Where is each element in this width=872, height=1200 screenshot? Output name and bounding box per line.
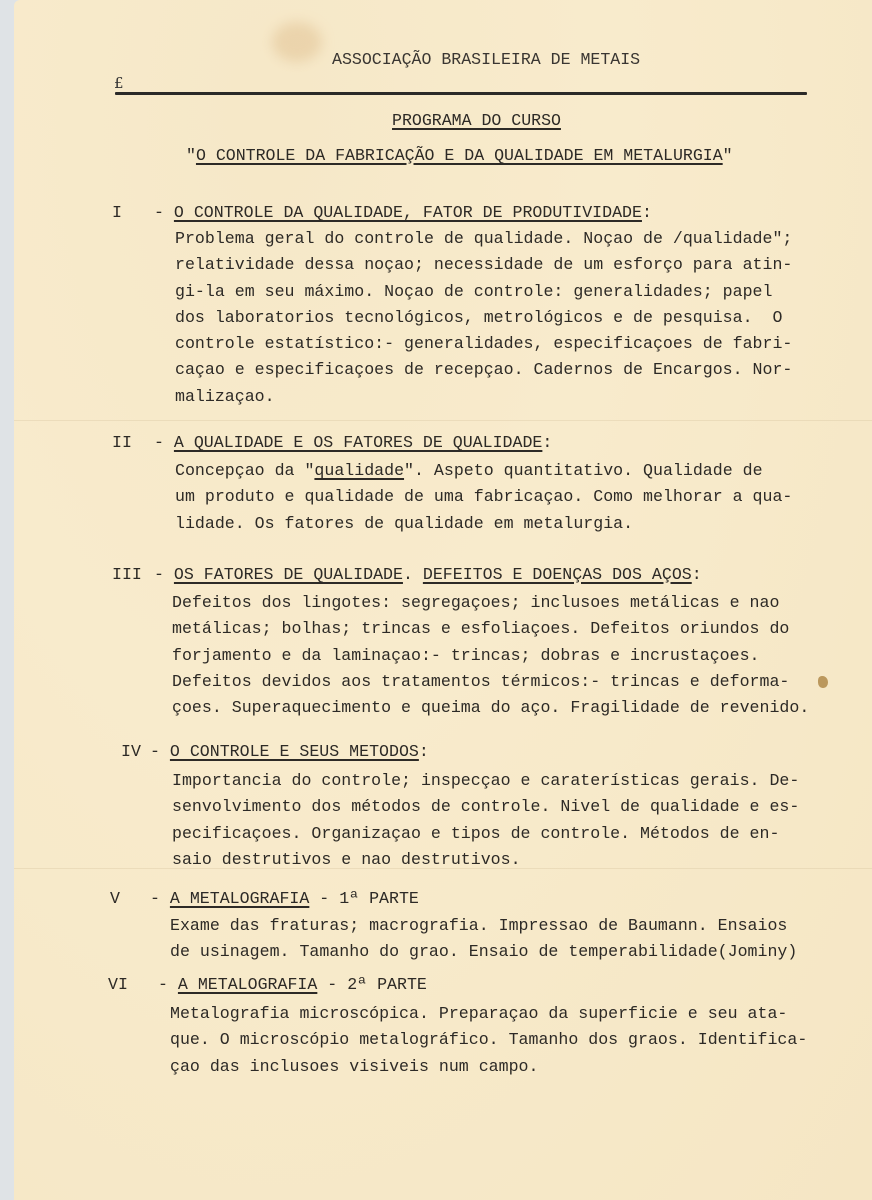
body-line: Defeitos dos lingotes: segregaçoes; inclusoes metálicas e nao	[172, 593, 780, 612]
heading-title: O CONTROLE DA QUALIDADE, FATOR DE PRODUTIVIDADE	[173, 203, 642, 222]
heading-suffix: :	[542, 433, 553, 452]
heading-title: A METALOGRAFIA	[177, 975, 318, 994]
body-line: metálicas; bolhas; trincas e esfoliaçoes. Defeitos oriundos do	[172, 619, 790, 639]
heading-suffix: - 2ª PARTE	[317, 975, 427, 994]
body-line: caçao e especificaçoes de recepçao. Cadernos de Encargos. Nor-	[175, 360, 793, 380]
heading-separator: .	[402, 565, 423, 584]
heading-suffix: :	[641, 203, 652, 222]
body-line: Defeitos devidos aos tratamentos térmicos:- trincas e deforma-	[172, 671, 790, 691]
heading-suffix: :	[691, 565, 702, 584]
body-line: um produto e qualidade de uma fabricaçao. Como melhorar a qua-	[175, 487, 793, 507]
section-numeral: II	[112, 433, 132, 452]
section-numeral: I	[112, 203, 122, 222]
heading-title-2: DEFEITOS E DOENÇAS DOS AÇOS	[422, 565, 692, 584]
section-heading	[154, 203, 652, 222]
heading-suffix: :	[418, 742, 429, 761]
heading-title: O CONTROLE E SEUS METODOS	[169, 742, 419, 761]
body-text: ". Aspeto quantitativo. Qualidade de	[404, 461, 763, 480]
body-line: lidade. Os fatores de qualidade em metalurgia.	[175, 513, 634, 533]
paper-fold	[14, 420, 872, 421]
body-line: pecificaçoes. Organizaçao e tipos de controle. Métodos de en-	[172, 823, 780, 843]
section-body	[175, 226, 792, 410]
section-body	[175, 458, 792, 537]
section-heading	[158, 975, 427, 994]
section-body	[170, 1001, 807, 1080]
heading-title: A METALOGRAFIA	[169, 889, 310, 908]
section-heading	[150, 742, 429, 761]
section-numeral: VI	[108, 975, 128, 994]
section-numeral: V	[110, 889, 120, 908]
section-body	[170, 913, 797, 966]
heading-dash: -	[158, 975, 178, 994]
body-line: Importancia do controle; inspecçao e caraterísticas gerais. De-	[172, 771, 800, 790]
organization-name: ASSOCIAÇÃO BRASILEIRA DE METAIS	[332, 50, 641, 69]
body-line: malizaçao.	[175, 386, 275, 406]
section-numeral: III	[112, 565, 142, 584]
heading-title: A QUALIDADE E OS FATORES DE QUALIDADE	[173, 433, 543, 452]
body-line: dos laboratorios tecnológicos, metrológicos e de pesquisa. O	[175, 307, 783, 327]
heading-dash: -	[154, 433, 174, 452]
pound-mark: £	[114, 74, 124, 92]
ink-stain	[818, 676, 828, 688]
body-line: çao das inclusoes visiveis num campo.	[170, 1056, 539, 1076]
section-numeral: IV	[121, 742, 141, 761]
body-line: Metalografia microscópica. Preparaçao da superficie e seu ata-	[170, 1004, 788, 1023]
section-body	[172, 768, 799, 873]
body-line: senvolvimento dos métodos de controle. Nivel de qualidade e es-	[172, 797, 800, 817]
body-line	[175, 458, 792, 484]
body-line: çoes. Superaquecimento e queima do aço. Fragilidade de revenido.	[172, 698, 810, 718]
body-line: Problema geral do controle de qualidade. Noçao de /qualidade";	[175, 229, 793, 248]
heading-dash: -	[154, 203, 174, 222]
section-body	[172, 590, 809, 721]
section-heading	[150, 889, 419, 908]
heading-dash: -	[154, 565, 174, 584]
body-line: relatividade dessa noçao; necessidade de um esforço para atin-	[175, 255, 793, 275]
body-underlined: qualidade	[314, 461, 405, 480]
quote-close: "	[722, 146, 733, 165]
section-heading	[154, 565, 702, 584]
section-heading	[154, 433, 552, 452]
body-line: gi-la em seu máximo. Noçao de controle: generalidades; papel	[175, 281, 773, 301]
body-text: Concepçao da "	[175, 461, 315, 480]
body-line: saio destrutivos e nao destrutivos.	[172, 849, 521, 869]
heading-suffix: - 1ª PARTE	[309, 889, 419, 908]
body-line: forjamento e da laminaçao:- trincas; dobras e incrustaçoes.	[172, 645, 760, 665]
program-title: PROGRAMA DO CURSO	[392, 111, 561, 130]
course-title-text: O CONTROLE DA FABRICAÇÃO E DA QUALIDADE EM METALURGIA	[195, 146, 723, 165]
course-title	[186, 146, 733, 165]
body-line: Exame das fraturas; macrografia. Impressao de Baumann. Ensaios	[170, 916, 788, 935]
heading-dash: -	[150, 742, 170, 761]
quote-open: "	[186, 146, 196, 165]
heading-dash: -	[150, 889, 170, 908]
header-rule	[115, 92, 807, 95]
paper-stain	[272, 22, 322, 62]
body-line: controle estatístico:- generalidades, especificaçoes de fabri-	[175, 334, 793, 354]
heading-title: OS FATORES DE QUALIDADE	[173, 565, 403, 584]
body-line: que. O microscópio metalográfico. Tamanho dos graos. Identifica-	[170, 1030, 808, 1050]
body-line: de usinagem. Tamanho do grao. Ensaio de temperabilidade(Jominy)	[170, 942, 798, 962]
